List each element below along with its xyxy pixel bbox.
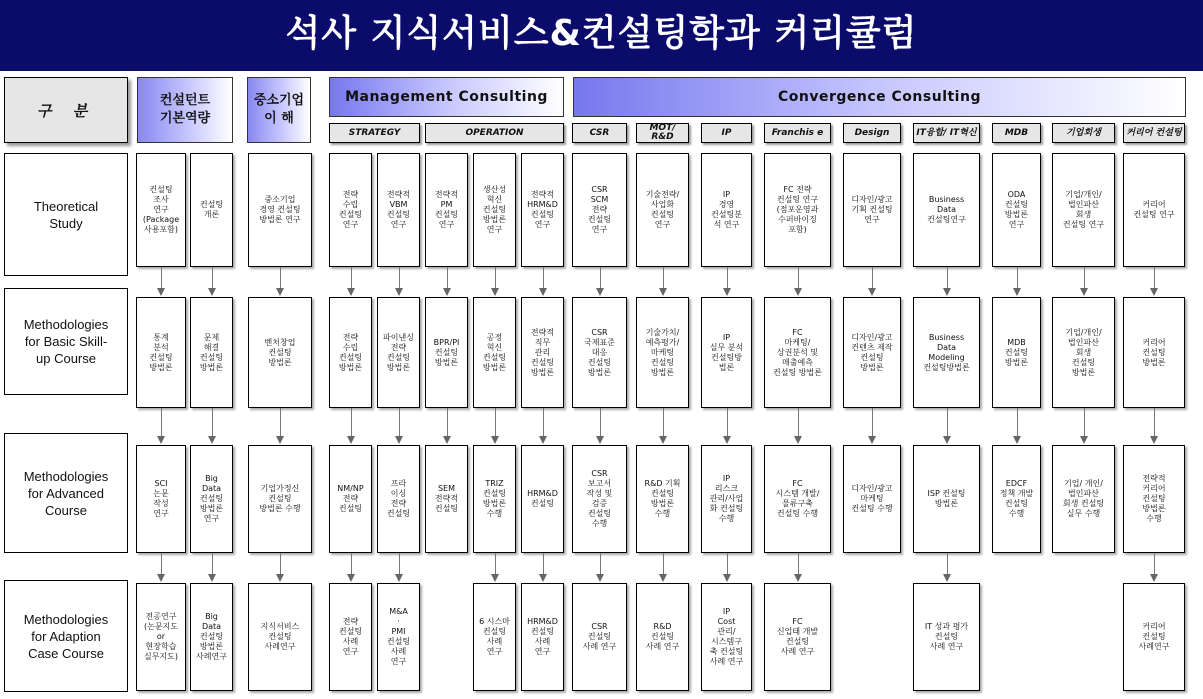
course-cell: 문제 해결 컨설팅 방법론 — [190, 297, 233, 408]
header-sme-understanding: 중소기업 이 해 — [247, 77, 311, 143]
flow-arrow-icon — [868, 267, 877, 297]
course-cell: 기술가치/ 예측평가/ 마케팅 컨설팅 방법론 — [636, 297, 689, 408]
course-cell: Business Data 컨설팅연구 — [913, 153, 980, 267]
course-cell: CSR 컨설팅 사례 연구 — [572, 583, 627, 691]
course-cell: R&D 컨설팅 사례 연구 — [636, 583, 689, 691]
course-cell: 커리어 컨설팅 사례연구 — [1123, 583, 1185, 691]
course-cell: R&D 기획 컨설팅 방법론 수행 — [636, 445, 689, 553]
flow-arrow-icon — [1150, 553, 1159, 583]
course-cell: 기업/개인/ 법인파산 회생 컨설팅 연구 — [1052, 153, 1115, 267]
course-cell: 벤처창업 컨설팅 방법론 — [248, 297, 312, 408]
course-cell: 디자인/광고 마케팅 컨설팅 수행 — [843, 445, 901, 553]
course-cell: 디자인/광고 기획 컨설팅 연구 — [843, 153, 901, 267]
row-basic-skill-up: Methodologies for Basic Skill- up Course — [4, 288, 128, 395]
subcategory-header: Design — [843, 123, 901, 143]
course-cell: IT 성과 평가 컨설팅 사례 연구 — [913, 583, 980, 691]
flow-arrow-icon — [1013, 408, 1022, 445]
course-cell: CSR 보고서 작성 및 검증 컨설팅 수행 — [572, 445, 627, 553]
course-cell: NM/NP 전략 컨설팅 — [329, 445, 372, 553]
header-management-consulting: Management Consulting — [329, 77, 564, 117]
flow-arrow-icon — [491, 408, 500, 445]
course-cell: 통계 분석 컨설팅 방법론 — [136, 297, 186, 408]
flow-arrow-icon — [491, 267, 500, 297]
subcategory-header: MOT/ R&D — [636, 123, 689, 143]
flow-arrow-icon — [943, 267, 952, 297]
flow-arrow-icon — [596, 408, 605, 445]
course-cell: 컨설팅 개론 — [190, 153, 233, 267]
flow-arrow-icon — [1150, 267, 1159, 297]
course-cell: 전략적 HRM&D 컨설팅 연구 — [521, 153, 564, 267]
course-cell: FC 마케팅/ 상권분석 및 매출예측 컨설팅 방법론 — [764, 297, 831, 408]
flow-arrow-icon — [1080, 408, 1089, 445]
subcategory-header: IT융합/ IT혁신 — [913, 123, 980, 143]
flow-arrow-icon — [539, 408, 548, 445]
flow-arrow-icon — [347, 553, 356, 583]
course-cell: CSR SCM 전략 컨설팅 연구 — [572, 153, 627, 267]
course-cell: 기업/ 개인/ 법인파산 회생 컨설팅 실무 수행 — [1052, 445, 1115, 553]
course-cell: 전략적 VBM 컨설팅 연구 — [377, 153, 420, 267]
course-cell: 지식서비스 컨설팅 사례연구 — [248, 583, 312, 691]
course-cell: 커리어 컨설팅 방법론 — [1123, 297, 1185, 408]
flow-arrow-icon — [539, 553, 548, 583]
subcategory-header: CSR — [572, 123, 627, 143]
course-cell: FC 신업태 개발 컨설팅 사례 연구 — [764, 583, 831, 691]
flow-arrow-icon — [208, 267, 217, 297]
course-cell: 컨설팅 조사 연구 (Package 사용포함) — [136, 153, 186, 267]
subcategory-header: 커리어 컨설팅 — [1123, 123, 1185, 143]
flow-arrow-icon — [347, 408, 356, 445]
course-cell: IP 리스크 관리/사업 화 컨설팅 수행 — [701, 445, 752, 553]
course-cell: HRM&D 컨설팅 — [521, 445, 564, 553]
flow-arrow-icon — [208, 553, 217, 583]
subcategory-header: STRATEGY — [329, 123, 420, 143]
flow-arrow-icon — [723, 408, 732, 445]
course-cell: FC 전략 컨설팅 연구 (점포운영과 수퍼바이징 포함) — [764, 153, 831, 267]
flow-arrow-icon — [491, 553, 500, 583]
subcategory-header: 기업회생 — [1052, 123, 1115, 143]
row-advanced-course: Methodologies for Advanced Course — [4, 433, 128, 553]
flow-arrow-icon — [1080, 267, 1089, 297]
course-cell: M&A · PMI 컨설팅 사례 연구 — [377, 583, 420, 691]
course-cell: 공정 혁신 컨설팅 방법론 — [473, 297, 516, 408]
flow-arrow-icon — [208, 408, 217, 445]
page-title: 석사 지식서비스&컨설팅학과 커리큘럼 — [0, 0, 1203, 71]
course-cell: IP 실무 분석 컨설팅방 법론 — [701, 297, 752, 408]
course-cell: IP Cost 관리/ 시스템구 축 컨설팅 사례 연구 — [701, 583, 752, 691]
course-cell: SCI 논문 작성 연구 — [136, 445, 186, 553]
course-cell: Big Data 컨설팅 방법론 사례연구 — [190, 583, 233, 691]
flow-arrow-icon — [794, 267, 803, 297]
course-cell: 기술전략/ 사업화 컨설팅 연구 — [636, 153, 689, 267]
course-cell: ODA 컨설팅 방법론 연구 — [992, 153, 1041, 267]
header-convergence-consulting: Convergence Consulting — [573, 77, 1186, 117]
flow-arrow-icon — [157, 408, 166, 445]
course-cell: 전략 수립 컨설팅 방법론 — [329, 297, 372, 408]
flow-arrow-icon — [868, 408, 877, 445]
flow-arrow-icon — [157, 553, 166, 583]
course-cell: 기업/개인/ 법인파산 회생 컨설팅 방법론 — [1052, 297, 1115, 408]
flow-arrow-icon — [395, 267, 404, 297]
course-cell: Business Data Modeling 컨설팅방법론 — [913, 297, 980, 408]
course-cell: HRM&D 컨설팅 사례 연구 — [521, 583, 564, 691]
course-cell: IP 경영 컨설팅분 석 연구 — [701, 153, 752, 267]
course-cell: CSR 국제표준 대응 컨설팅 방법론 — [572, 297, 627, 408]
course-cell: 전략 수립 컨설팅 연구 — [329, 153, 372, 267]
course-cell: EDCF 정책 개발 컨설팅 수행 — [992, 445, 1041, 553]
course-cell: FC 시스템 개발/ 물류구축 컨설팅 수행 — [764, 445, 831, 553]
flow-arrow-icon — [395, 553, 404, 583]
flow-arrow-icon — [596, 553, 605, 583]
course-cell: TRIZ 컨설팅 방법론 수행 — [473, 445, 516, 553]
flow-arrow-icon — [347, 267, 356, 297]
flow-arrow-icon — [276, 408, 285, 445]
course-cell: BPR/PI 컨설팅 방법론 — [425, 297, 468, 408]
course-cell: SEM 전략적 컨설팅 — [425, 445, 468, 553]
subcategory-header: IP — [701, 123, 752, 143]
subcategory-header: MDB — [992, 123, 1041, 143]
row-theoretical-study: Theoretical Study — [4, 153, 128, 276]
flow-arrow-icon — [443, 267, 452, 297]
row-adaption-case: Methodologies for Adaption Case Course — [4, 580, 128, 692]
course-cell: Big Data 컨설팅 방법론 연구 — [190, 445, 233, 553]
course-cell: 중소기업 경영 컨설팅 방법론 연구 — [248, 153, 312, 267]
course-cell: 기업가정신 컨설팅 방법론 수행 — [248, 445, 312, 553]
course-cell: 6 시스마 컨설팅 사례 연구 — [473, 583, 516, 691]
flow-arrow-icon — [659, 408, 668, 445]
flow-arrow-icon — [539, 267, 548, 297]
subcategory-header: OPERATION — [425, 123, 564, 143]
flow-arrow-icon — [1150, 408, 1159, 445]
course-cell: 파이낸싱 전략 컨설팅 방법론 — [377, 297, 420, 408]
course-cell: 전략적 커리어 컨설팅 방법론 수행 — [1123, 445, 1185, 553]
course-cell: 커리어 컨설팅 연구 — [1123, 153, 1185, 267]
header-consultant-basics: 컨설턴트 기본역량 — [137, 77, 233, 143]
flow-arrow-icon — [659, 553, 668, 583]
flow-arrow-icon — [276, 553, 285, 583]
flow-arrow-icon — [1013, 267, 1022, 297]
flow-arrow-icon — [723, 267, 732, 297]
course-cell: 전공연구 (논문지도 or 현장학습 실무지도) — [136, 583, 186, 691]
flow-arrow-icon — [659, 267, 668, 297]
flow-arrow-icon — [943, 553, 952, 583]
subcategory-header: Franchis e — [764, 123, 831, 143]
course-cell: MDB 컨설팅 방법론 — [992, 297, 1041, 408]
course-cell: ISP 컨설팅 방법론 — [913, 445, 980, 553]
flow-arrow-icon — [596, 267, 605, 297]
course-cell: 디자인/광고 컨텐츠 제작 컨설팅 방법론 — [843, 297, 901, 408]
course-cell: 전략적 직무 관리 컨설팅 방법론 — [521, 297, 564, 408]
flow-arrow-icon — [395, 408, 404, 445]
flow-arrow-icon — [276, 267, 285, 297]
flow-arrow-icon — [157, 267, 166, 297]
course-cell: 생산성 혁신 컨설팅 방법론 연구 — [473, 153, 516, 267]
header-category-label: 구 분 — [4, 77, 128, 143]
course-cell: 프라 이싱 전략 컨설팅 — [377, 445, 420, 553]
flow-arrow-icon — [794, 408, 803, 445]
flow-arrow-icon — [943, 408, 952, 445]
flow-arrow-icon — [794, 553, 803, 583]
course-cell: 전략 컨설팅 사례 연구 — [329, 583, 372, 691]
flow-arrow-icon — [443, 408, 452, 445]
course-cell: 전략적 PM 컨설팅 연구 — [425, 153, 468, 267]
flow-arrow-icon — [723, 553, 732, 583]
